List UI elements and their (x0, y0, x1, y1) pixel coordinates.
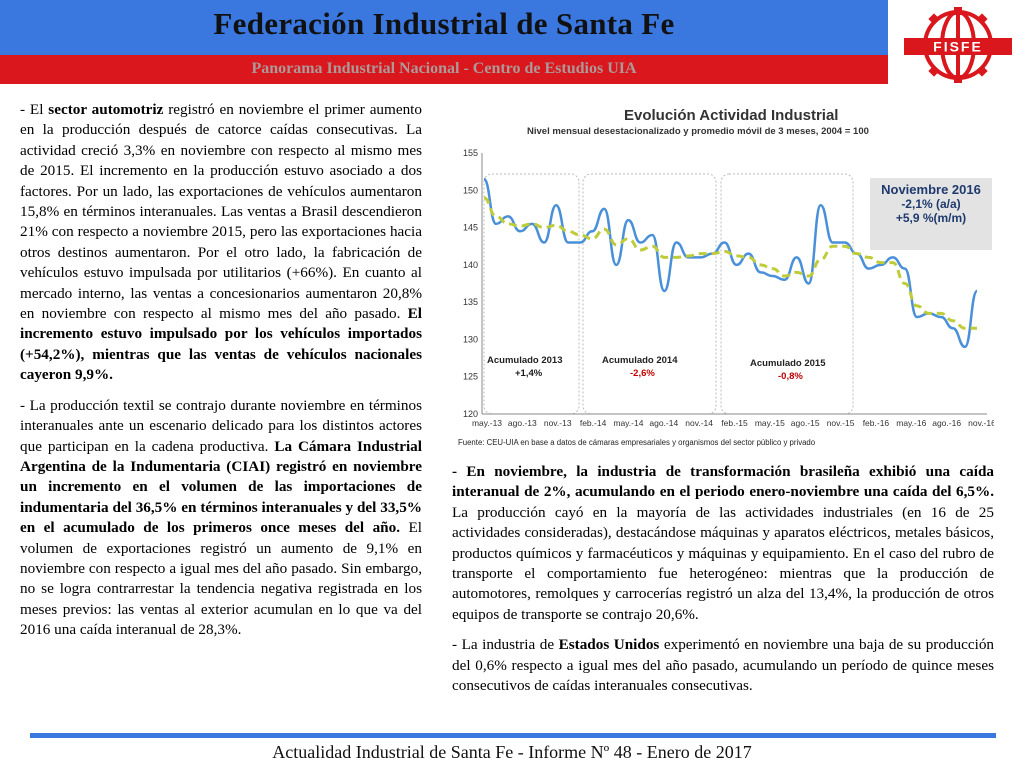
chart-svg (452, 96, 994, 452)
textile-paragraph (20, 396, 422, 641)
left-column (20, 100, 422, 651)
y-tick-label: 130 (462, 334, 478, 345)
automotive-paragraph (20, 100, 422, 386)
x-tick-label: nov.-15 (826, 418, 855, 428)
logo-text: FISFE (933, 38, 983, 55)
page-subtitle: Panorama Industrial Nacional - Centro de Estudios UIA (251, 60, 637, 77)
y-tick-label: 125 (462, 371, 478, 382)
period-box-label: Acumulado 2013 (487, 355, 563, 366)
chart-title: Evolución Actividad Industrial (624, 107, 839, 124)
period-box-label: Acumulado 2014 (602, 355, 678, 366)
x-tick-label: may.-15 (754, 418, 785, 428)
x-tick-label: feb.-15 (721, 418, 748, 428)
text-run: El volumen de exportaciones registró un aumento de 9,1% en noviembre con respecto a igual mes del año pasado. Sin embargo, no se logra contrarrestar la tendencia negativa registrada en los meses previos: las ventas al exterior acumulan en lo que va del 2016 una caída interanual de 28,3%. (20, 519, 422, 639)
x-tick-label: may.-16 (896, 418, 927, 428)
footer-text: Actualidad Industrial de Santa Fe - Informe Nº 48 - Enero de 2017 (272, 742, 752, 762)
x-tick-label: nov.-16 (968, 418, 994, 428)
y-tick-label: 145 (462, 222, 478, 233)
brazil-paragraph (452, 462, 994, 625)
period-box-value: +1,4% (515, 368, 543, 379)
x-tick-label: may.-14 (613, 418, 644, 428)
y-tick-label: 155 (462, 148, 478, 158)
bold-text-run: La Cámara Industrial Argentina de la Indumentaria (CIAI) registró en noviembre un incremento en el volumen de las importaciones de indumentaria del 36,5% en términos interanuales y del 33,5% en el acumulado de los primeros once meses del año. (20, 437, 422, 537)
x-tick-label: nov.-14 (685, 418, 714, 428)
footer-line (30, 733, 996, 738)
x-tick-label: nov.-13 (543, 418, 572, 428)
period-box-value: -2,6% (630, 368, 655, 379)
text-run: registró en noviembre el primer aumento en la producción después de catorce caídas consecutivas. La actividad creció 3,3% en noviembre con respecto al mismo mes de 2015. El incremento en la producción estuvo asociado a dos factores. Por un lado, las exportaciones de vehículos aumentaron 15,8% en términos interanuales. Las ventas a Brasil descendieron 21% con respecto a noviembre 2015, pero las exportaciones hacia otros destinos aumentaron. Por el otro lado, la fabricación de vehículos estuvo impulsada por utilitarios (+66%). En cuanto al mercado interno, las ventas a concesionarios aumentaron 20,8% en noviembre con respecto al mismo mes del año pasado. (20, 101, 422, 323)
period-box-label: Acumulado 2015 (750, 358, 826, 369)
callout-title: Noviembre 2016 (881, 182, 981, 197)
callout-line2: +5,9 %(m/m) (895, 211, 967, 225)
fisfe-logo (896, 3, 1020, 87)
bold-text-run: sector automotriz (48, 101, 164, 118)
period-box-value: -0,8% (778, 371, 803, 382)
right-column (452, 462, 994, 706)
text-run: - El (20, 101, 49, 118)
text-run: - La industria de (452, 636, 559, 654)
chart-subtitle: Nivel mensual desestacionalizado y promedio móvil de 3 meses, 2004 = 100 (527, 126, 869, 137)
y-tick-label: 120 (462, 409, 478, 419)
industrial-activity-chart (452, 96, 994, 452)
y-tick-label: 150 (462, 185, 478, 196)
text-run: experimentó en noviembre una baja de su producción del 0,6% respecto a igual mes del año pasado, acumulando un período de quince meses consecutivos de caídas interanuales consecutivas. (452, 636, 995, 695)
y-tick-label: 140 (462, 259, 478, 270)
bold-text-run: Estados Unidos (558, 636, 660, 654)
bold-text-run: - En noviembre, la industria de transformación brasileña exhibió una caída interanual de 2%, acumulando en el periodo enero-noviembre una caída del 6,5%. (452, 463, 994, 501)
chart-source: Fuente: CEU-UIA en base a datos de cámaras empresariales y organismos del sector público y privado (458, 438, 816, 447)
x-tick-label: may.-13 (471, 418, 503, 428)
bold-text-run: El incremento estuvo impulsado por los vehículos importados (+54,2%), mientras que las ventas de vehículos nacionales cayeron 9,9%. (20, 305, 422, 384)
page-title: Federación Industrial de Santa Fe (213, 6, 675, 41)
x-tick-label: feb.-14 (579, 418, 607, 428)
text-run: - La producción textil se contrajo durante noviembre en términos interanuales ante un escenario delicado para los distintos actores que participan en la cadena productiva. (20, 396, 422, 455)
usa-paragraph (452, 635, 994, 696)
x-tick-label: ago.-13 (507, 418, 537, 428)
callout-line1: -2,1% (a/a) (901, 197, 961, 211)
x-tick-label: ago.-16 (932, 418, 962, 428)
text-run: La producción cayó en la mayoría de las actividades industriales (en 16 de 25 actividades consideradas), destacándose máquinas y aparatos eléctricos, metales básicos, productos químicos y farmacéuticos y máquinas y equipamiento. En el caso del rubro de transporte el comportamiento fue heterogéneo: mientras que la producción de automotores, remolques y carrocerías registró un alza del 13,4%, la producción de otros equipos de transporte se contrajo 20,6%. (452, 503, 994, 623)
x-tick-label: ago.-15 (790, 418, 820, 428)
x-tick-label: feb.-16 (862, 418, 890, 428)
x-tick-label: ago.-14 (649, 418, 679, 428)
y-tick-label: 135 (462, 297, 478, 308)
